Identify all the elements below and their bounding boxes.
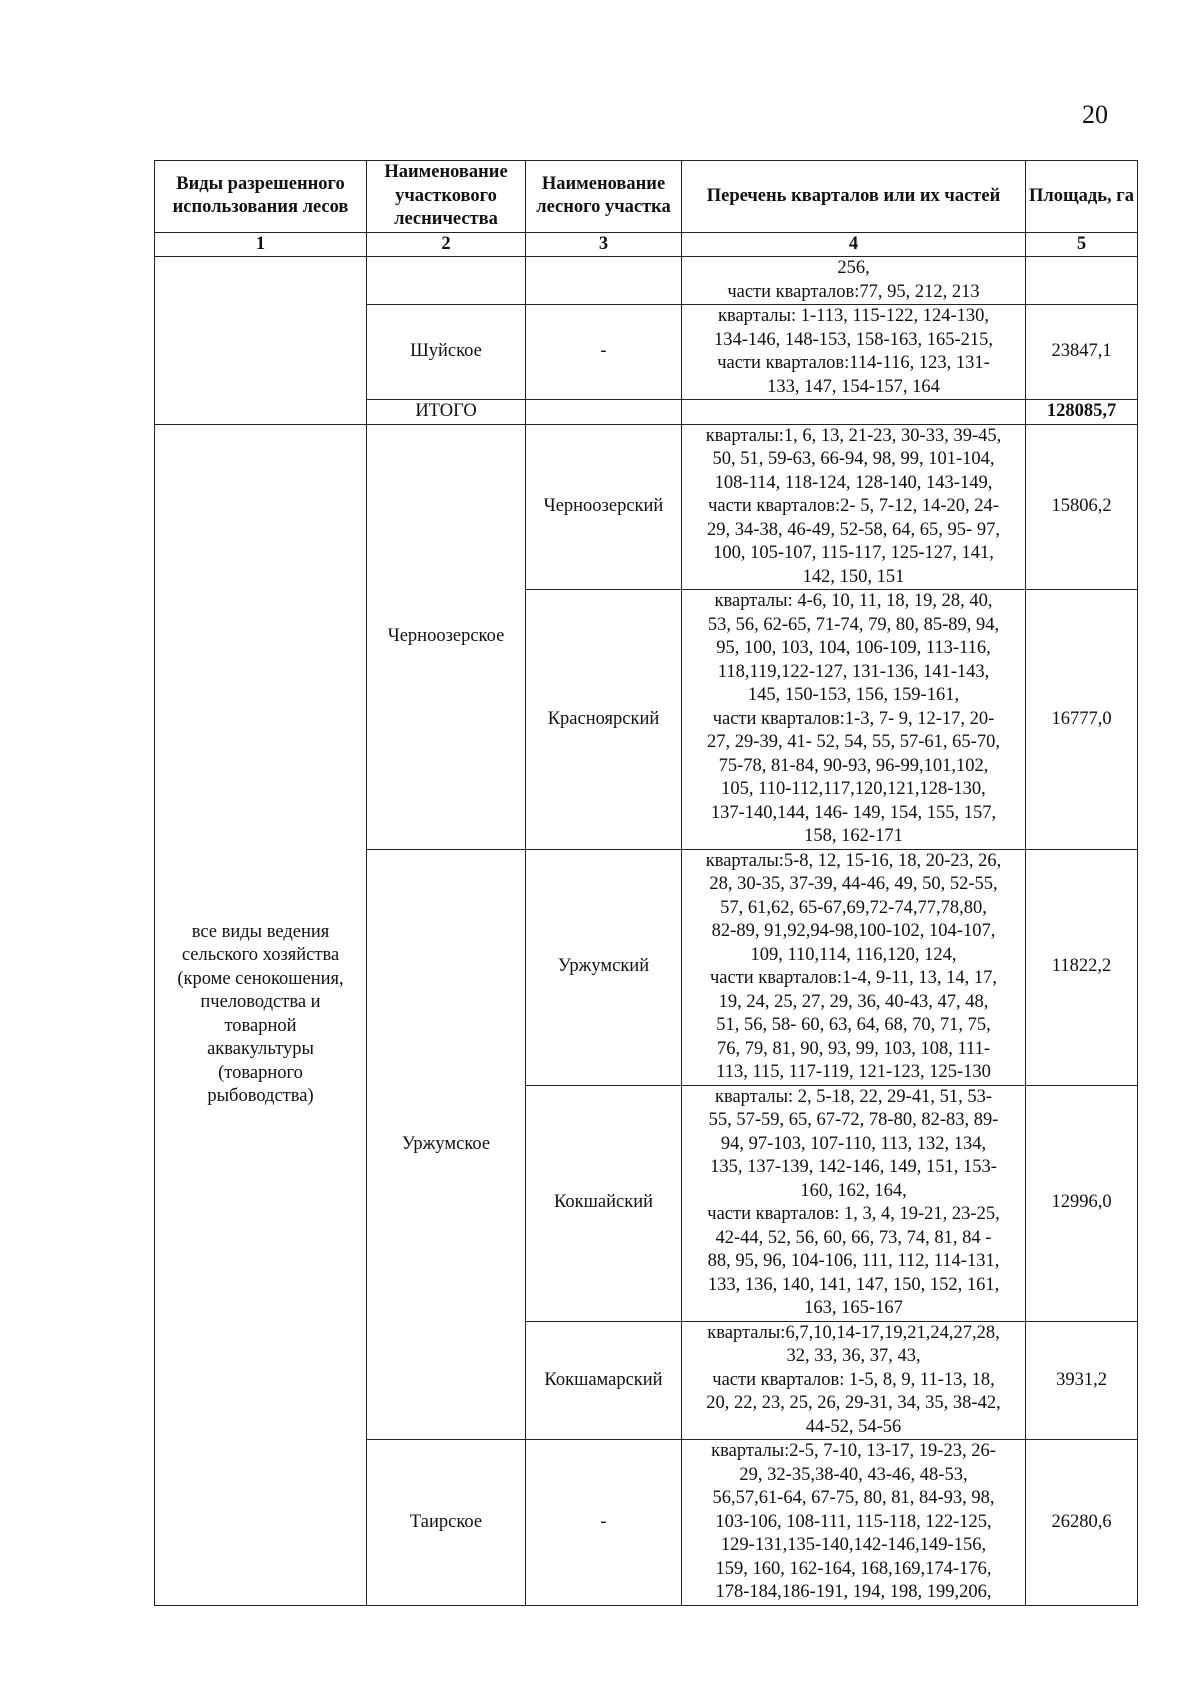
forestry-cell: Шуйское	[367, 305, 526, 400]
column-number: 1	[155, 232, 367, 257]
table-row	[155, 424, 1138, 590]
plot-cell: -	[526, 305, 682, 400]
plot-cell: Уржумский	[526, 849, 682, 1085]
quarters-cell: кварталы:1, 6, 13, 21-23, 30-33, 39-45, 50, 51, 59-63, 66-94, 98, 99, 101-104, 108-114, 118-124, 128-140, 143-149, части кварталов:2- 5, 7-12, 14-20, 24- 29, 34-38, 46-49, 52-58, 64, 65, 95- 97, 100, 105-107, 115-117, 125-127, 141, 142, 150, 151	[682, 424, 1026, 590]
area-cell: 3931,2	[1026, 1321, 1138, 1440]
header-usage-type: Виды разрешенного использования лесов	[155, 161, 367, 233]
total-area: 128085,7	[1026, 400, 1138, 425]
table-row	[155, 257, 1138, 305]
header-row	[155, 161, 1138, 233]
plot-cell: Черноозерский	[526, 424, 682, 590]
header-quarters: Перечень кварталов или их частей	[682, 161, 1026, 233]
column-number: 2	[367, 232, 526, 257]
plot-cell	[526, 400, 682, 425]
quarters-cell: кварталы: 4-6, 10, 11, 18, 19, 28, 40, 53, 56, 62-65, 71-74, 79, 80, 85-89, 94, 95, 100, 103, 104, 106-109, 113-116, 118,119,122-127, 131-136, 141-143, 145, 150-153, 156, 159-161, части кварталов:1-3, 7- 9, 12-17, 20- 27, 29-39, 41- 52, 54, 55, 57-61, 65-70, 75-78, 81-84, 90-93, 96-99,101,102, 105, 110-112,117,120,121,128-130, 137-140,144, 146- 149, 154, 155, 157, 158, 162-171	[682, 590, 1026, 850]
plot-cell	[526, 257, 682, 305]
column-number: 3	[526, 232, 682, 257]
forestry-cell: Черноозерское	[367, 424, 526, 849]
usage-type-cell: все виды ведения сельского хозяйства (кроме сенокошения, пчеловодства и товарной аквакультуры (товарного рыбоводства)	[155, 424, 367, 1605]
quarters-cell: кварталы: 2, 5-18, 22, 29-41, 51, 53- 55, 57-59, 65, 67-72, 78-80, 82-83, 89- 94, 97-103, 107-110, 113, 132, 134, 135, 137-139, 142-146, 149, 151, 153- 160, 162, 164, части кварталов: 1, 3, 4, 19-21, 23-25, 42-44, 52, 56, 60, 66, 73, 74, 81, 84 - 88, 95, 96, 104-106, 111, 112, 114-131, 133, 136, 140, 141, 147, 150, 152, 161, 163, 165-167	[682, 1085, 1026, 1321]
area-cell: 26280,6	[1026, 1440, 1138, 1606]
quarters-cell: кварталы:5-8, 12, 15-16, 18, 20-23, 26, 28, 30-35, 37-39, 44-46, 49, 50, 52-55, 57, 61,62, 65-67,69,72-74,77,78,80, 82-89, 91,92,94-98,100-102, 104-107, 109, 110,114, 116,120, 124, части кварталов:1-4, 9-11, 13, 14, 17, 19, 24, 25, 27, 29, 36, 40-43, 47, 48, 51, 56, 58- 60, 63, 64, 68, 70, 71, 75, 76, 79, 81, 90, 93, 99, 103, 108, 111- 113, 115, 117-119, 121-123, 125-130	[682, 849, 1026, 1085]
forestry-cell: Уржумское	[367, 849, 526, 1440]
column-number-row	[155, 232, 1138, 257]
area-cell: 16777,0	[1026, 590, 1138, 850]
header-plot: Наименование лесного участка	[526, 161, 682, 233]
area-cell: 11822,2	[1026, 849, 1138, 1085]
quarters-cell: кварталы:6,7,10,14-17,19,21,24,27,28, 32, 33, 36, 37, 43, части кварталов: 1-5, 8, 9, 11-13, 18, 20, 22, 23, 25, 26, 29-31, 34, 35, 38-42, 44-52, 54-56	[682, 1321, 1026, 1440]
quarters-cell	[682, 400, 1026, 425]
page-number: 20	[1082, 100, 1108, 129]
plot-cell: Кокшайский	[526, 1085, 682, 1321]
column-number: 5	[1026, 232, 1138, 257]
area-cell: 15806,2	[1026, 424, 1138, 590]
forest-use-table	[154, 160, 1138, 1606]
column-number: 4	[682, 232, 1026, 257]
total-label: ИТОГО	[367, 400, 526, 425]
area-cell	[1026, 257, 1138, 305]
area-cell: 23847,1	[1026, 305, 1138, 400]
usage-cell-empty	[155, 257, 367, 425]
plot-cell: Красноярский	[526, 590, 682, 850]
quarters-cell: кварталы: 1-113, 115-122, 124-130, 134-146, 148-153, 158-163, 165-215, части кварталов:114-116, 123, 131- 133, 147, 154-157, 164	[682, 305, 1026, 400]
header-area: Площадь, га	[1026, 161, 1138, 233]
area-cell: 12996,0	[1026, 1085, 1138, 1321]
plot-cell: Кокшамарский	[526, 1321, 682, 1440]
plot-cell: -	[526, 1440, 682, 1606]
header-forestry: Наименование участкового лесничества	[367, 161, 526, 233]
forestry-cell: Таирское	[367, 1440, 526, 1606]
forestry-cell	[367, 257, 526, 305]
quarters-cell: 256, части кварталов:77, 95, 212, 213	[682, 257, 1026, 305]
quarters-cell: кварталы:2-5, 7-10, 13-17, 19-23, 26- 29, 32-35,38-40, 43-46, 48-53, 56,57,61-64, 67-75, 80, 81, 84-93, 98, 103-106, 108-111, 115-118, 122-125, 129-131,135-140,142-146,149-156, 159, 160, 162-164, 168,169,174-176, 178-184,186-191, 194, 198, 199,206,	[682, 1440, 1026, 1606]
